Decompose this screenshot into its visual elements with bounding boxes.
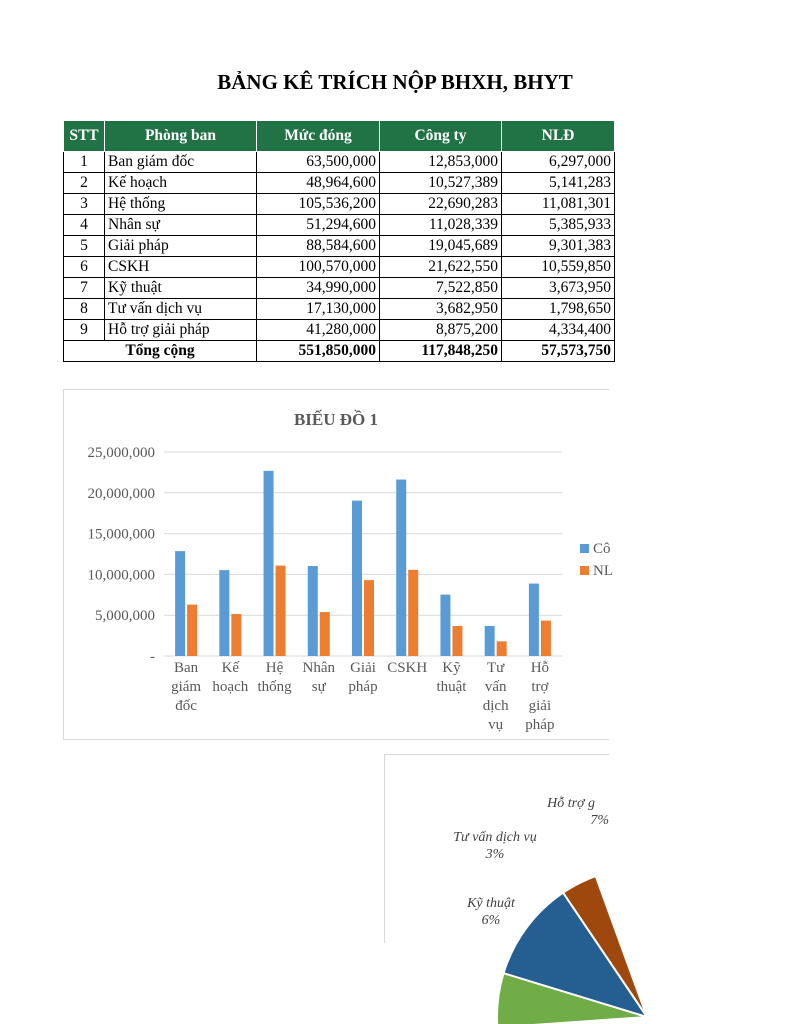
bar-employee bbox=[187, 605, 197, 656]
cell-employee: 3,673,950 bbox=[502, 278, 615, 299]
x-tick-label: đốc bbox=[175, 698, 197, 714]
cell-department: Ban giám đốc bbox=[105, 152, 257, 173]
y-tick-label: 20,000,000 bbox=[87, 485, 155, 502]
cell-contribution: 100,570,000 bbox=[257, 257, 380, 278]
x-tick-label: Hệ bbox=[265, 660, 284, 676]
cell-employee: 5,141,283 bbox=[502, 173, 615, 194]
pie-label-name: Tư vấn dịch vụ bbox=[453, 830, 537, 845]
legend-label: Cô bbox=[593, 541, 611, 557]
bar-company bbox=[440, 595, 450, 656]
x-tick-label: trợ bbox=[531, 679, 549, 695]
bar-employee bbox=[452, 626, 462, 656]
table-header-row bbox=[64, 121, 615, 152]
bar-employee bbox=[231, 614, 241, 656]
cell-employee: 10,559,850 bbox=[502, 257, 615, 278]
legend-swatch bbox=[580, 566, 589, 575]
cell-company: 7,522,850 bbox=[380, 278, 502, 299]
bar-chart bbox=[64, 390, 613, 739]
table-row bbox=[64, 236, 615, 257]
y-tick-label: 15,000,000 bbox=[87, 526, 155, 543]
cell-stt: 8 bbox=[64, 299, 105, 320]
cell-stt: 1 bbox=[64, 152, 105, 173]
total-row bbox=[64, 341, 615, 362]
cell-department: Kỹ thuật bbox=[105, 278, 257, 299]
x-tick-label: pháp bbox=[348, 679, 378, 695]
cell-company: 3,682,950 bbox=[380, 299, 502, 320]
cell-company: 8,875,200 bbox=[380, 320, 502, 341]
header-contribution-level: Mức đóng bbox=[257, 121, 380, 152]
table-row bbox=[64, 152, 615, 173]
cell-employee: 1,798,650 bbox=[502, 299, 615, 320]
pie-label-name: Hỗ trợ g bbox=[547, 796, 595, 811]
cell-company: 11,028,339 bbox=[380, 215, 502, 236]
total-contribution: 551,850,000 bbox=[257, 341, 380, 362]
cell-employee: 9,301,383 bbox=[502, 236, 615, 257]
total-label: Tổng cộng bbox=[64, 341, 257, 362]
x-tick-label: sự bbox=[311, 679, 326, 695]
cell-company: 12,853,000 bbox=[380, 152, 502, 173]
cell-contribution: 105,536,200 bbox=[257, 194, 380, 215]
pie-label-percent: 7% bbox=[590, 813, 609, 828]
table-row bbox=[64, 299, 615, 320]
header-employee: NLĐ bbox=[502, 121, 615, 152]
x-tick-label: Ban bbox=[174, 660, 199, 676]
legend-swatch bbox=[580, 544, 589, 553]
x-tick-label: thuật bbox=[436, 679, 467, 695]
x-tick-label: vụ bbox=[488, 717, 504, 733]
header-stt: STT bbox=[64, 121, 105, 152]
cell-contribution: 63,500,000 bbox=[257, 152, 380, 173]
cell-department: Kế hoạch bbox=[105, 173, 257, 194]
x-tick-label: giải bbox=[528, 698, 552, 714]
pie-chart bbox=[385, 755, 609, 943]
table-row bbox=[64, 257, 615, 278]
bar-company bbox=[308, 566, 318, 656]
y-tick-label: - bbox=[150, 649, 155, 665]
cell-stt: 9 bbox=[64, 320, 105, 341]
cell-contribution: 17,130,000 bbox=[257, 299, 380, 320]
x-tick-label: Kỹ bbox=[442, 660, 461, 676]
bar-company bbox=[485, 626, 495, 656]
cell-stt: 7 bbox=[64, 278, 105, 299]
cell-employee: 4,334,400 bbox=[502, 320, 615, 341]
cell-department: CSKH bbox=[105, 257, 257, 278]
header-department: Phòng ban bbox=[105, 121, 257, 152]
cell-contribution: 41,280,000 bbox=[257, 320, 380, 341]
table-row bbox=[64, 173, 615, 194]
cell-department: Hỗ trợ giải pháp bbox=[105, 320, 257, 341]
cell-stt: 5 bbox=[64, 236, 105, 257]
cell-contribution: 51,294,600 bbox=[257, 215, 380, 236]
cell-employee: 6,297,000 bbox=[502, 152, 615, 173]
bar-employee bbox=[408, 570, 418, 656]
chart-title: BIẾU ĐỒ 1 bbox=[293, 410, 379, 429]
cell-company: 10,527,389 bbox=[380, 173, 502, 194]
header-company: Công ty bbox=[380, 121, 502, 152]
bar-company bbox=[529, 584, 539, 656]
cell-stt: 4 bbox=[64, 215, 105, 236]
pie-label-percent: 6% bbox=[481, 913, 501, 928]
cell-department: Nhân sự bbox=[105, 215, 257, 236]
cell-stt: 2 bbox=[64, 173, 105, 194]
bar-company bbox=[352, 501, 362, 656]
pie-label-percent: 3% bbox=[485, 847, 505, 862]
cell-contribution: 88,584,600 bbox=[257, 236, 380, 257]
x-tick-label: hoạch bbox=[212, 679, 249, 695]
total-company: 117,848,250 bbox=[380, 341, 502, 362]
table-row bbox=[64, 215, 615, 236]
bar-employee bbox=[497, 641, 507, 656]
contribution-table bbox=[63, 120, 615, 362]
x-tick-label: Nhân bbox=[302, 660, 336, 676]
bar-employee bbox=[541, 621, 551, 656]
y-tick-label: 25,000,000 bbox=[87, 445, 155, 461]
table-row bbox=[64, 194, 615, 215]
x-tick-label: vấn bbox=[484, 679, 507, 695]
cell-employee: 5,385,933 bbox=[502, 215, 615, 236]
cell-department: Hệ thống bbox=[105, 194, 257, 215]
x-tick-label: dịch bbox=[482, 698, 509, 714]
bar-company bbox=[219, 570, 229, 656]
pie-chart-panel[interactable] bbox=[384, 754, 609, 943]
table-row bbox=[64, 278, 615, 299]
total-employee: 57,573,750 bbox=[502, 341, 615, 362]
x-tick-label: Tư bbox=[487, 660, 505, 676]
cell-employee: 11,081,301 bbox=[502, 194, 615, 215]
bar-company bbox=[175, 551, 185, 656]
bar-company bbox=[396, 480, 406, 656]
x-tick-label: thống bbox=[257, 679, 292, 695]
cell-contribution: 34,990,000 bbox=[257, 278, 380, 299]
x-tick-label: Kế bbox=[221, 660, 240, 676]
y-tick-label: 10,000,000 bbox=[87, 567, 155, 584]
pie-label-name: Kỹ thuật bbox=[467, 896, 515, 911]
bar-company bbox=[264, 471, 274, 656]
cell-company: 22,690,283 bbox=[380, 194, 502, 215]
bar-employee bbox=[364, 580, 374, 656]
bar-chart-panel[interactable] bbox=[63, 389, 613, 740]
page-title: BẢNG KÊ TRÍCH NỘP BHXH, BHYT bbox=[217, 70, 573, 94]
cell-company: 19,045,689 bbox=[380, 236, 502, 257]
x-tick-label: Hỗ bbox=[530, 660, 550, 676]
x-tick-label: pháp bbox=[525, 717, 555, 733]
y-tick-label: 5,000,000 bbox=[95, 608, 155, 625]
cell-department: Tư vấn dịch vụ bbox=[105, 299, 257, 320]
legend-label: NL bbox=[593, 563, 613, 579]
cell-contribution: 48,964,600 bbox=[257, 173, 380, 194]
table-row bbox=[64, 320, 615, 341]
cell-company: 21,622,550 bbox=[380, 257, 502, 278]
x-tick-label: Giải bbox=[350, 660, 376, 676]
cell-department: Giải pháp bbox=[105, 236, 257, 257]
cell-stt: 6 bbox=[64, 257, 105, 278]
bar-employee bbox=[276, 566, 286, 656]
x-tick-label: CSKH bbox=[387, 660, 428, 676]
cell-stt: 3 bbox=[64, 194, 105, 215]
x-tick-label: giám bbox=[171, 679, 202, 695]
bar-employee bbox=[320, 612, 330, 656]
